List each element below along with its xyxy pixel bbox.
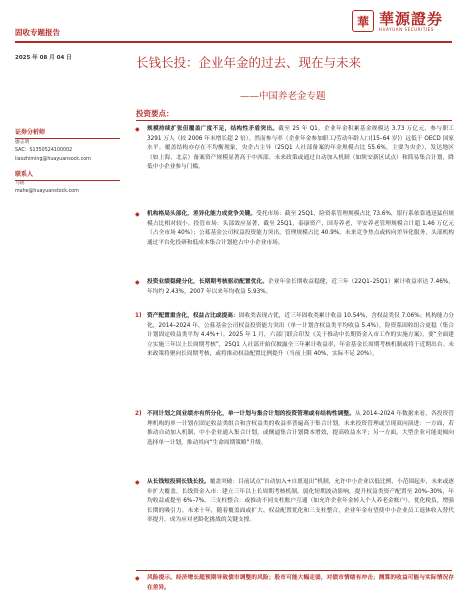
report-title: 长钱长投：企业年金的过去、现在与未来	[136, 55, 362, 70]
bullet-icon: ◆	[135, 211, 140, 218]
paragraph-risk: ◆ 风险提示。经济增长超预期导致债市调整的风险；股市可能大幅走弱，对债市情绪有冲击；测算的收益可能与实际情况存在差异。	[135, 575, 454, 591]
contact-name: 马铭	[15, 181, 25, 186]
risk-divider	[136, 570, 452, 571]
paragraph-allocation: 1) 资产配置重含化，权益占比或提高：固收类表现占优，近三年固收类累计收益 10.54%，含权益类仅 7.06%；机构能力分化，2014–2024 年，公募基金公司权益投资能力突出（单一计划含权益类平均收益 5.4%），险资系固收组合更稳（集合计划固定收益类平均 4.4%+）。2025 年 1 月，六部门联合印发《关于推动中长期资金入市工作的实施方案》，要“全面建立实施三年以上长周期考核”，25Q1 人社部开始仅披露全三年累计收益率，年金基金长周期考核机制或将于近期出台。未来政策将聚向长周期考核，或将推动权益配置比例提升（当前上限 40%，实际不足 20%）。	[135, 313, 454, 358]
logo-icon: 華	[352, 10, 374, 32]
company-logo	[352, 10, 443, 32]
paragraph-future: ◆ 从长钱短投到长钱长投。覆盖突破：目前试点“自动加入+自愿退出”机制，允许中小企业以低比例、小范围起步，未来或逐步扩大覆盖。长线资金入市：建立三年以上长周期考核机制，弱化短期波动影响，提升权益类资产配置至 20%–30%，年均收益或提至 6%–7%。三支柱整合：或推动不同支柱账户互通（如允许企业年金转入个人养老金账户），优化税负，增强长期的吸引力。未来十年，随着覆盖面或扩大、权益配置优化和三支柱整合，企业年金有望使中小企业员工退休收入替代率提升，成为应对老龄化挑战的关键支撑。	[135, 479, 454, 524]
report-category: 固收专题报告	[15, 28, 60, 37]
analyst-info	[15, 139, 91, 164]
paragraph-coverage: ◆ 规模持续扩张但覆盖广度不足，结构性矛盾突出。截至 25 年 Q1，企业年金积累基金规模达 3.73 万亿元，参与职工 3291 万人（较 2006 年末增长超 2 倍）。然而参与率（企业年金参加职工/劳动年龄人口(15–64 岁)）远低于 OECD 国家水平。覆盖结构亦存在不均衡现象，央企占主导（25Q1 人社部备案的年金规模占比 55.6%，主要为央企），发达地区（如上海、北京）备案资产规模显著高于中西部。未来政策或通过自动加入机制（如陕安新区试点）和简易集合计划，降低中小企业参与门槛。	[135, 126, 454, 171]
logo-english: HUAYUAN SECURITIES	[379, 26, 434, 32]
key-points-heading: 投资要点：	[136, 109, 174, 118]
header-divider	[15, 41, 452, 43]
report-subtitle: ——中国养老金专题	[240, 91, 326, 102]
bullet-icon: ◆	[135, 279, 140, 286]
report-date: 2025 年 08 月 04 日	[15, 55, 72, 61]
analyst-sac: SAC：S1350524100002	[15, 148, 73, 154]
analyst-email[interactable]: liaozhiming@huayuansock.com	[15, 156, 91, 162]
contact-email[interactable]: mahe@huayuanstock.com	[15, 189, 79, 195]
analyst-name: 廖志明	[15, 140, 30, 145]
bullet-icon: ◆	[135, 126, 140, 133]
paragraph-plans: 2) 不同计划之间业绩亦有所分化，单一计划与集合计划的投资管理或有结构性调整。从 2014–2024 年数据来看，各投资管理机构的单一计划在固定收益类组合和含权益类的收益率普遍高于集合计划。未来投资管理或呈现双向演进：一方面，若推动自动加入机制，中小企业通入集合计划，或侧逼集合计划降本增效，提高收益水平；另一方面，大型企业可能更倾向选择单一计划，推动其向“生命周期策略”升级。	[135, 411, 454, 446]
paragraph-institutions: ◆ 机构格局头部化，差异化能力成竞争关键。受托市场：截至 25Q1，险资系管理规模占比 73.6%，银行系依靠逃迅猛但规模占比相对较小。投管市场：头部效应显著，截至 25Q1，泰康资产、国寿养老、平安养老管理规模合计超 1.46 万亿元（占全市场 40%）；公募基金公司权益投资能力突出，管理规模占比 40.9%。未来竞争焦点或转向差异化服务，头部机构通过平台化投研和低成本集合计划抢占中小企业市场。	[135, 211, 454, 246]
paragraph-performance: ◆ 投资业绩稳健分化，长期期考核驱动配置优化。企业年金长期收益稳健，近三年（22Q1–25Q1）累计收益率达 7.46%，年均约 2.43%，2007 年以来年均收益 5.93%。	[135, 279, 455, 295]
analyst-heading: 证券分析师	[15, 127, 120, 139]
bullet-icon: ◆	[135, 479, 140, 486]
bullet-icon: ◆	[135, 575, 140, 582]
logo-name: 華源證券	[379, 9, 444, 28]
contact-info	[15, 180, 79, 197]
contact-heading: 联系人	[15, 169, 120, 181]
key-points-divider	[136, 120, 452, 121]
